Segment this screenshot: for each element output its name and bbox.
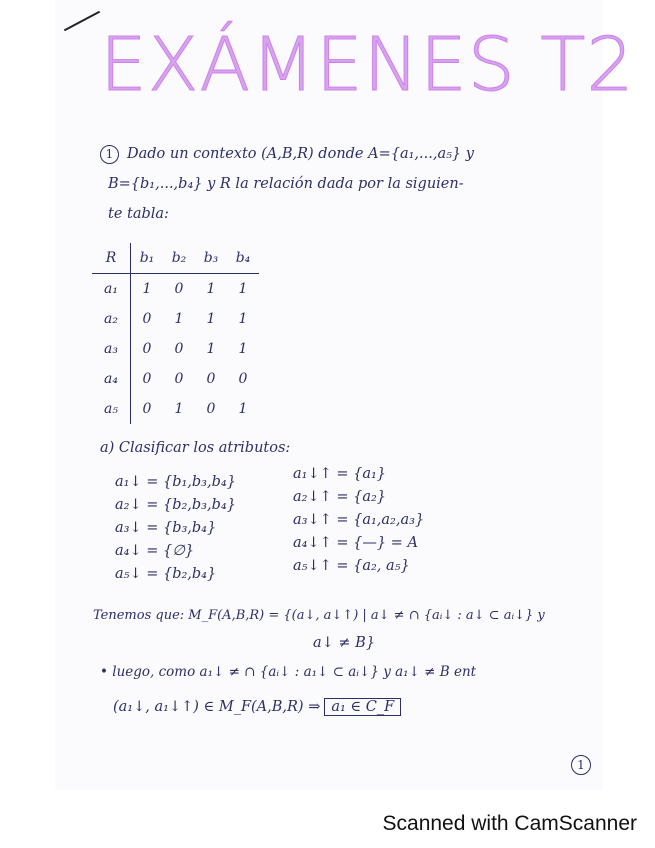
down-operator: a₄↓ = {∅}	[115, 543, 195, 559]
table-cell: 0	[174, 371, 184, 387]
table-row	[92, 304, 259, 334]
table-cell: 1	[238, 281, 248, 297]
intro-line: te tabla:	[108, 206, 169, 222]
table-header: b₃	[195, 243, 227, 274]
table-header-row	[92, 243, 259, 274]
table-cell: 1	[238, 401, 248, 417]
table-cell: 1	[206, 311, 216, 327]
problem-number: 1	[100, 145, 119, 164]
table-row	[92, 394, 259, 424]
table-cell: a₃	[92, 334, 131, 364]
table-cell: 0	[142, 401, 152, 417]
reasoning-line-3: • luego, como a₁↓ ≠ ∩ {aᵢ↓ : a₁↓ ⊂ aᵢ↓} y a₁↓ ≠ B ent	[100, 664, 477, 680]
table-cell: 0	[206, 371, 216, 387]
closure-operator: a₁↓↑ = {a₁}	[293, 466, 387, 482]
table-row	[92, 274, 259, 305]
table-cell: 1	[142, 281, 152, 297]
reasoning-line-2: a↓ ≠ B}	[313, 635, 376, 651]
table-header: b₂	[163, 243, 195, 274]
intro-line: B={b₁,...,b₄} y R la relación dada por la siguien-	[108, 176, 464, 192]
closure-operator: a₅↓↑ = {a₂, a₅}	[293, 558, 410, 574]
down-operator: a₁↓ = {b₁,b₃,b₄}	[115, 474, 236, 490]
table-cell: 1	[174, 311, 184, 327]
table-header: R	[92, 243, 131, 274]
down-operator: a₃↓ = {b₃,b₄}	[115, 520, 217, 536]
closure-operator: a₃↓↑ = {a₁,a₂,a₃}	[293, 512, 425, 528]
reasoning-text: (a₁↓, a₁↓↑) ∈ M_F(A,B,R) ⇒	[113, 699, 321, 715]
table-row	[92, 334, 259, 364]
scanner-watermark: Scanned with CamScanner	[382, 812, 637, 835]
table-cell: 0	[174, 281, 184, 297]
closure-operator: a₄↓↑ = {—} = A	[293, 535, 418, 551]
table-cell: 0	[142, 311, 152, 327]
table-cell: 1	[238, 341, 248, 357]
table-cell: 0	[238, 371, 248, 387]
table-header: b₄	[227, 243, 259, 274]
table-cell: 0	[142, 371, 152, 387]
closure-column	[293, 466, 424, 581]
intro-line: Dado un contexto (A,B,R) donde A={a₁,...,a₅} y	[127, 146, 474, 162]
down-operator: a₂↓ = {b₂,b₃,b₄}	[115, 497, 236, 513]
problem-line-1	[100, 145, 474, 164]
table-cell: 0	[142, 341, 152, 357]
down-operator: a₅↓ = {b₂,b₄}	[115, 566, 217, 582]
closure-operator: a₂↓↑ = {a₂}	[293, 489, 387, 505]
table-row	[92, 364, 259, 394]
table-cell: 0	[174, 341, 184, 357]
down-operators-column	[115, 474, 236, 589]
reasoning-line-1: Tenemos que: M_F(A,B,R) = {(a↓, a↓↑) | a↓ ≠ ∩ {aᵢ↓ : a↓ ⊂ aᵢ↓} y	[93, 608, 545, 623]
table-cell: a₄	[92, 364, 131, 394]
table-cell: 1	[206, 341, 216, 357]
page-number: 1	[571, 755, 591, 775]
table-cell: a₂	[92, 304, 131, 334]
table-cell: 0	[206, 401, 216, 417]
table-cell: 1	[174, 401, 184, 417]
part-a-heading: a) Clasificar los atributos:	[100, 440, 291, 456]
table-cell: a₅	[92, 394, 131, 424]
conclusion-box: a₁ ∈ C_F	[324, 698, 401, 716]
table-cell: 1	[206, 281, 216, 297]
table-cell: a₁	[92, 274, 131, 305]
table-header: b₁	[131, 243, 164, 274]
table-cell: 1	[238, 311, 248, 327]
page-title: EXÁMENES T2	[100, 22, 635, 108]
relation-table	[92, 243, 259, 424]
reasoning-line-4	[113, 698, 401, 716]
